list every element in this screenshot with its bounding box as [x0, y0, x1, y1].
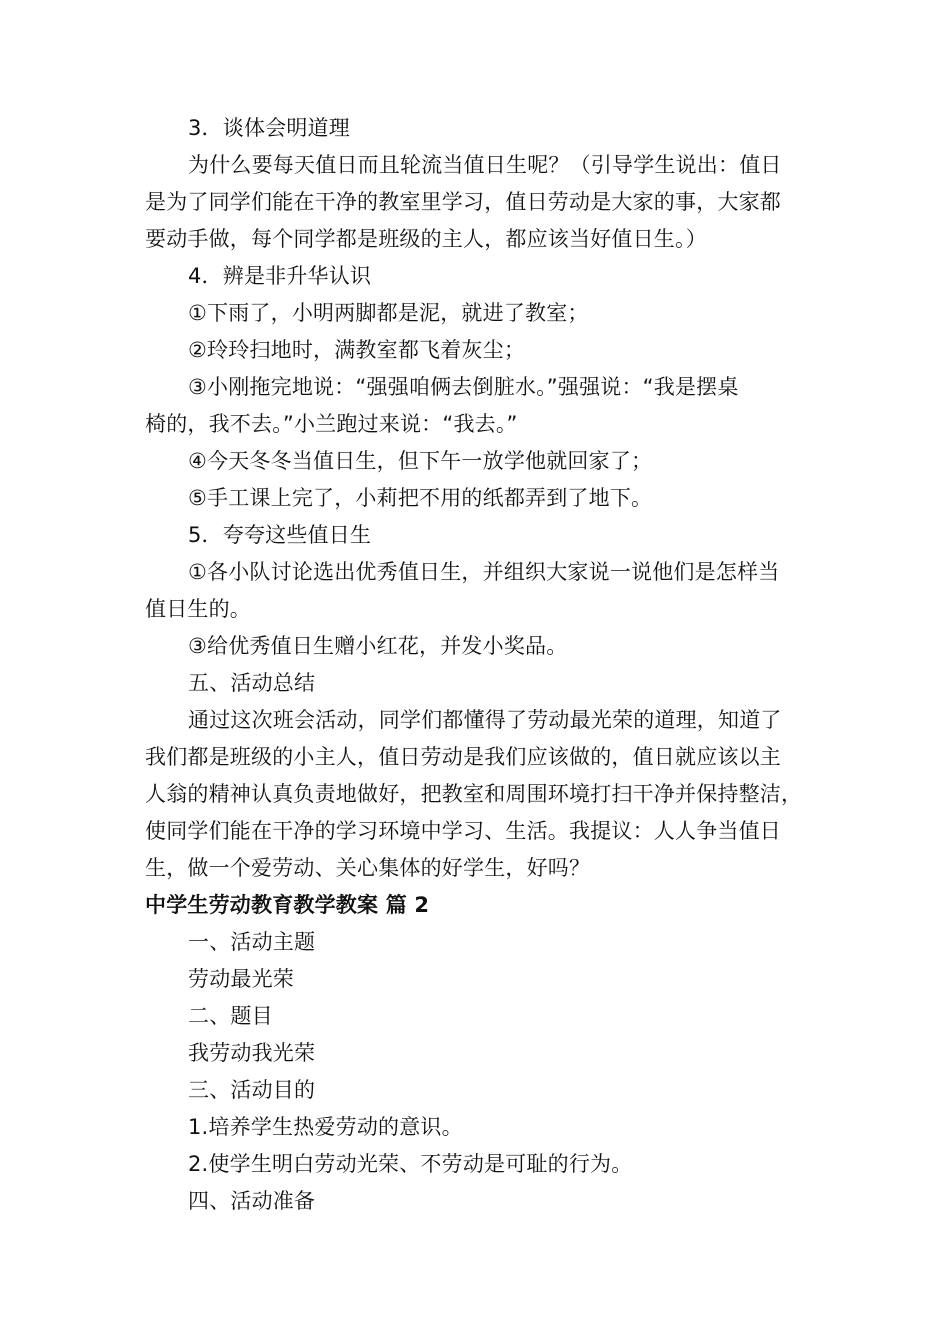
text-line: ④今天冬冬当值日生，但下午一放学他就回家了；: [188, 449, 653, 473]
text-line: ③小刚拖完地说：“强强咱俩去倒脏水。”强强说：“我是摆桌: [188, 375, 739, 399]
text-line: 要动手做，每个同学都是班级的主人，都应该当好值日生。）: [145, 227, 707, 251]
text-line: 使同学们能在干净的学习环境中学习、生活。我提议：人人争当值日: [145, 819, 781, 843]
text-line: 三、活动目的: [188, 1078, 316, 1102]
text-line: ①各小队讨论选出优秀值日生，并组织大家说一说他们是怎样当: [188, 560, 780, 584]
text-line: 二、题目: [188, 1004, 273, 1028]
text-line: 一、活动主题: [188, 930, 316, 954]
text-line: 5．夸夸这些值日生: [188, 523, 372, 547]
text-line: 五、活动总结: [188, 671, 316, 695]
text-line: 3．谈体会明道理: [188, 116, 350, 140]
text-line: 人翁的精神认真负责地做好，把教室和周围环境打扫干净并保持整洁，: [145, 782, 803, 806]
text-line: ③给优秀值日生赠小红花，并发小奖品。: [188, 634, 568, 658]
text-line: ②玲玲扫地时，满教室都飞着灰尘；: [188, 338, 526, 362]
text-line: 椅的，我不去。”小兰跑过来说：“我去。”: [145, 412, 518, 436]
text-line: ①下雨了，小明两脚都是泥，就进了教室；: [188, 301, 589, 325]
text-line: 劳动最光荣: [188, 967, 294, 991]
section-heading: 中学生劳动教育教学教案 篇 2: [145, 893, 430, 917]
text-line: 4．辨是非升华认识: [188, 264, 372, 288]
document-body: [145, 110, 835, 1220]
text-line: 通过这次班会活动，同学们都懂得了劳动最光荣的道理，知道了: [188, 708, 782, 732]
text-line: 1.培养学生热爱劳动的意识。: [188, 1115, 463, 1139]
text-line: 生，做一个爱劳动、关心集体的好学生，好吗？: [145, 856, 591, 880]
text-line: 值日生的。: [145, 597, 251, 621]
text-line: 是为了同学们能在干净的教室里学习，值日劳动是大家的事，大家都: [145, 190, 781, 214]
text-line: ⑤手工课上完了，小莉把不用的纸都弄到了地下。: [188, 486, 653, 510]
text-line: 2.使学生明白劳动光荣、不劳动是可耻的行为。: [188, 1152, 633, 1176]
text-line: 我劳动我光荣: [188, 1041, 316, 1065]
text-line: 我们都是班级的小主人，值日劳动是我们应该做的，值日就应该以主: [145, 745, 781, 769]
text-line: 为什么要每天值日而且轮流当值日生呢？（引导学生说出：值日: [188, 153, 782, 177]
text-line: 四、活动准备: [188, 1189, 316, 1213]
